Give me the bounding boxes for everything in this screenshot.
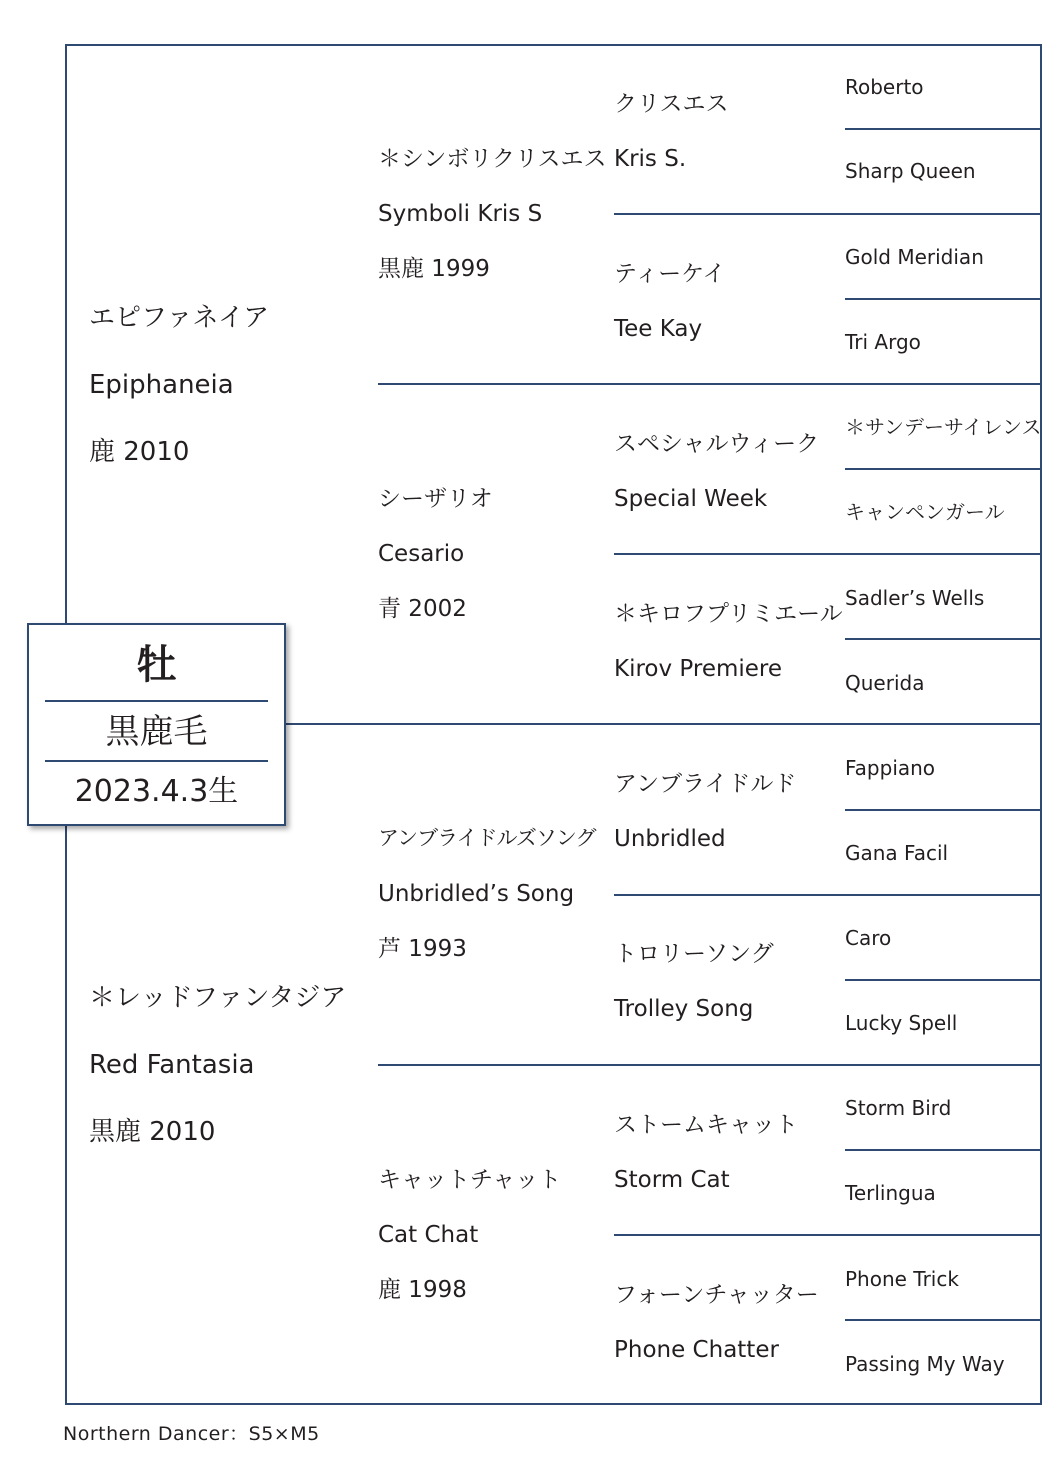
sire-info: 鹿 2010 (89, 437, 190, 467)
gen2-name-ja: シーザリオ (378, 486, 493, 512)
sire-name-en: Epiphaneia (89, 370, 234, 400)
gen3-divider-3 (614, 894, 1042, 896)
gen4-divider (845, 638, 1042, 640)
gen4-name: Passing My Way (845, 1352, 1005, 1376)
gen2-name-ja: ＊シンボリクリスエス (378, 146, 607, 172)
gen2-info: 青 2002 (378, 596, 467, 622)
gen2-info: 芦 1993 (378, 936, 467, 962)
dam-info: 黒鹿 2010 (89, 1117, 216, 1147)
gen4-divider (845, 128, 1042, 130)
gen2-divider-bottom (378, 1064, 1042, 1066)
horse-sex: 牡 (136, 642, 177, 688)
gen3-name-ja: アンブライドルド (614, 771, 797, 797)
gen3-name-en: Storm Cat (614, 1167, 730, 1193)
gen4-divider (845, 979, 1042, 981)
gen4-name: Caro (845, 926, 892, 950)
subject-horse-box (27, 623, 286, 826)
gen3-name-en: Kris S. (614, 146, 687, 172)
horse-birth: 2023.4.3生 (74, 774, 239, 809)
gen4-name: Querida (845, 671, 925, 695)
dam-name-ja: ＊レッドファンタジア (89, 983, 347, 1013)
gen3-name-en: Phone Chatter (614, 1337, 779, 1363)
gen4-name: Fappiano (845, 756, 936, 780)
gen4-name: Gold Meridian (845, 245, 984, 269)
gen2-name-en: Cesario (378, 541, 465, 567)
gen4-name: Sharp Queen (845, 159, 976, 183)
gen3-divider-4 (614, 1234, 1042, 1236)
horse-color: 黒鹿毛 (105, 712, 208, 752)
gen4-name: Lucky Spell (845, 1011, 958, 1035)
gen3-name-ja: スペシャルウィーク (614, 431, 820, 457)
gen3-name-en: Kirov Premiere (614, 656, 783, 682)
horse-box-divider (45, 760, 268, 762)
gen4-name: Gana Facil (845, 841, 949, 865)
gen3-name-ja: トロリーソング (614, 941, 774, 967)
gen4-name: Terlingua (845, 1181, 936, 1205)
gen4-divider (845, 468, 1042, 470)
gen3-name-en: Special Week (614, 486, 768, 512)
gen2-divider-top (378, 383, 1042, 385)
gen4-divider (845, 298, 1042, 300)
gen3-name-en: Tee Kay (614, 316, 703, 342)
gen4-divider (845, 1149, 1042, 1151)
gen4-name: Phone Trick (845, 1267, 959, 1291)
sire-name-ja: エピファネイア (89, 303, 270, 333)
gen2-info: 鹿 1998 (378, 1277, 467, 1303)
dam-name-en: Red Fantasia (89, 1050, 255, 1080)
gen2-info: 黒鹿 1999 (378, 256, 490, 282)
gen3-name-ja: クリスエス (614, 91, 729, 117)
gen3-name-ja: ＊キロフプリミエール (614, 601, 843, 627)
gen3-name-en: Unbridled (614, 826, 726, 852)
gen2-name-en: Symboli Kris S (378, 201, 543, 227)
gen4-name: Roberto (845, 75, 924, 99)
horse-box-divider (45, 700, 268, 702)
gen3-name-ja: ストームキャット (614, 1112, 798, 1138)
gen4-name: Sadler’s Wells (845, 586, 985, 610)
gen4-name: ＊サンデーサイレンス (845, 415, 1042, 439)
inbreeding-note: Northern Dancer：S5×M5 (63, 1423, 320, 1445)
gen3-divider-2 (614, 553, 1042, 555)
gen3-name-ja: ティーケイ (614, 261, 726, 287)
gen4-divider (845, 809, 1042, 811)
gen2-name-ja: キャットチャット (378, 1167, 562, 1193)
gen2-name-ja: アンブライドルズソング (378, 826, 596, 850)
gen3-divider-1 (614, 213, 1042, 215)
gen2-name-en: Unbridled’s Song (378, 881, 575, 907)
gen2-name-en: Cat Chat (378, 1222, 479, 1248)
sire-dam-divider (286, 723, 1042, 725)
gen4-name: Storm Bird (845, 1096, 952, 1120)
gen4-name: キャンペンガール (845, 500, 1005, 524)
gen3-name-en: Trolley Song (614, 996, 754, 1022)
gen4-name: Tri Argo (845, 330, 921, 354)
gen4-divider (845, 1319, 1042, 1321)
gen3-name-ja: フォーンチャッター (614, 1282, 819, 1308)
